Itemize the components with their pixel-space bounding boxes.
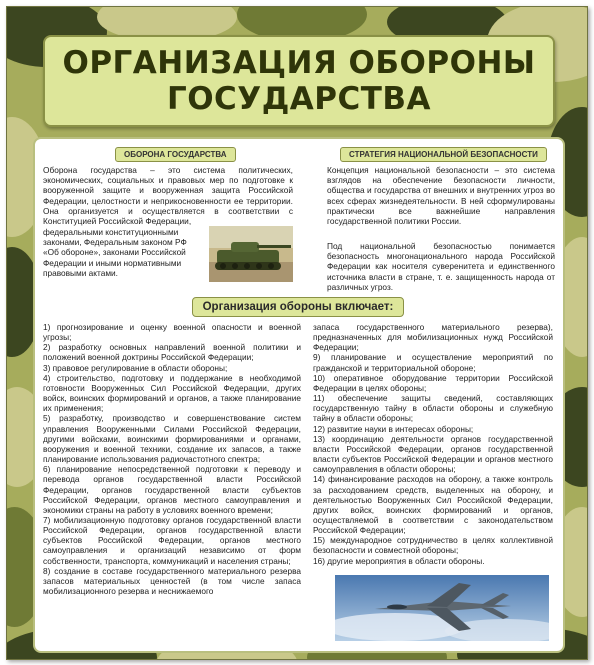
organization-list-right [313, 322, 553, 566]
content-panel [33, 137, 565, 653]
list-item: запаса государственного материального резерва), предназначенных для мобилизационных нужд Российской Федерации; [313, 322, 553, 353]
section-label-defense: ОБОРОНА ГОСУДАРСТВА [115, 147, 236, 162]
list-item: 5) разработку, производство и совершенствование систем управления Вооруженными Силами Российской Федерации, другими войсками, воинскими формированиями и органами, вооружения и военной техники, создание их запасов, а также планирование использования радиочастотного спектра; [43, 413, 301, 465]
list-item: 2) разработку основных направлений военной политики и положений военной доктрины Российской Федерации; [43, 342, 301, 363]
list-item: 15) международное сотрудничество в целях коллективной безопасности и совместной обороны; [313, 535, 553, 556]
list-item: 11) обеспечение защиты сведений, составляющих государственную тайну в области обороны и служебную тайну в области обороны; [313, 393, 553, 424]
list-item: 8) создание в составе государственного материального резерва запасов материальных ценностей (в том числе запаса мобилизационного резерва и неснижаемого [43, 565, 301, 597]
list-item: 1) прогнозирование и оценку военной опасности и военной угрозы; [43, 322, 301, 343]
page-title-line-1: ОРГАНИЗАЦИЯ ОБОРОНЫ [62, 45, 536, 81]
list-item: 6) планирование непосредственной подготовки к переводу и перевода органов государственной власти Российской Федерации, органов государственной власти субъектов Российской Федерации, органов местного самоуправления и экономики страны на работу в условиях военного времени; [43, 464, 301, 515]
title-box [43, 35, 555, 127]
page-title-line-2: ГОСУДАРСТВА [166, 81, 432, 117]
defense-text: Оборона государства – это система политических, экономических, социальных и правовых мер по подготовке к вооруженной защите и вооруженная защита Российской Федерации, целостности и неприкосновенности ее территории. Она организуется и осуществляется в соответствии с Конституцией Российской Федерации, [43, 165, 293, 227]
list-item: 7) мобилизационную подготовку органов государственной власти Российской Федерации, органов государственной власти субъектов Российской Федерации, органов местного самоуправления и организаций независимо от форм собственности, транспорта, коммуникаций и населения страны; [43, 514, 301, 566]
poster [6, 6, 588, 660]
list-item: 4) строительство, подготовку и поддержание в необходимой готовности Вооруженных Сил Российской Федерации, других войск, воинских формирований и органов, а также планирование их применения; [43, 372, 301, 414]
list-item: 10) оперативное оборудование территории Российской Федерации в целях обороны; [313, 372, 553, 393]
section-label-security-strategy: СТРАТЕГИЯ НАЦИОНАЛЬНОЙ БЕЗОПАСНОСТИ [340, 147, 547, 162]
list-item: 13) координацию деятельности органов государственной власти Российской Федерации, органов государственной власти субъектов Российской Федерации и органов местного самоуправления в области обороны; [313, 433, 553, 475]
organization-list-left [43, 322, 301, 596]
list-item: 16) другие мероприятия в области обороны. [313, 555, 485, 566]
organization-heading: Организация обороны включает: [192, 297, 404, 317]
security-text-2: Под национальной безопасностью понимается безопасность многонационального народа Российской Федерации как носителя суверенитета и единственного источника власти в стране, т. е. защищенность народа от различных угроз. [327, 241, 555, 292]
list-item: 9) планирование и осуществление мероприятий по гражданской и территориальной обороне; [313, 352, 553, 373]
defense-text-wrap: федеральными конституционными законами, Федеральным законом РФ «Об обороне», законами Российской Федерации и иными нормативными правовыми актами. [43, 227, 187, 278]
tank-image [209, 226, 293, 282]
security-text-1: Концепция национальной безопасности – это система взглядов на обеспечение безопасности личности, общества и государства от внешних и внутренних угроз во всех сферах жизнедеятельности. В ней сформулированы практически все важнейшие направления государственной политики России. [327, 165, 555, 227]
list-item: 3) правовое регулирование в области обороны; [43, 362, 228, 373]
list-item: 12) развитие науки в интересах обороны; [313, 423, 474, 434]
fighter-jet-image [335, 575, 549, 641]
list-item: 14) финансирование расходов на оборону, а также контроль за расходованием средств, выделенных на оборону, и деятельностью Вооруженных Сил Российской Федерации, других войск, воинских формирований и органов, осуществляемой в соответствии с законодательством Российской Федерации; [313, 474, 553, 536]
